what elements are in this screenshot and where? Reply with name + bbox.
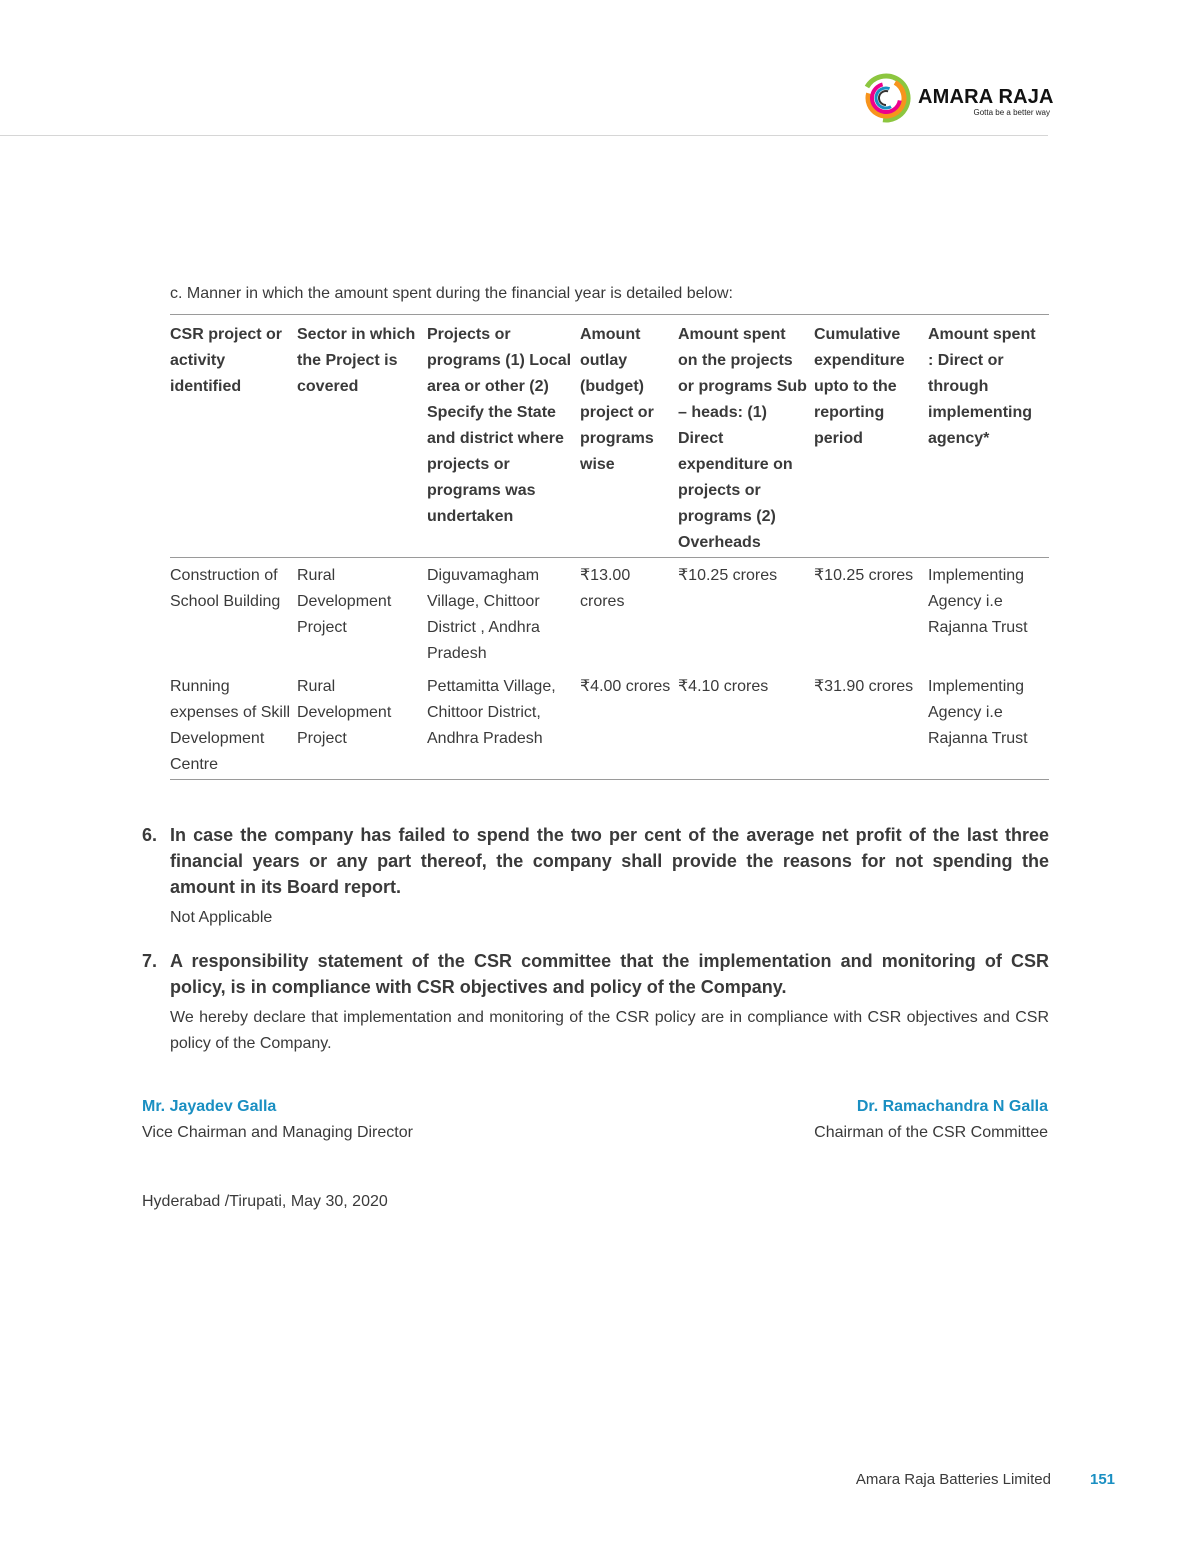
logo-tagline: Gotta be a better way [973, 108, 1050, 117]
section-7 [142, 948, 1049, 1057]
cumulative-cell: ₹31.90 crores [814, 678, 914, 695]
company-logo [860, 70, 1054, 125]
table-row [170, 558, 1049, 669]
location-cell: Pettamitta Village, Chittoor District, Andhra Pradesh [427, 678, 556, 747]
section-7-answer: We hereby declare that implementation and monitoring of the CSR policy are in compliance with CSR objectives and CSR policy of the Company. [170, 1009, 1049, 1052]
section-6-question: In case the company has failed to spend the two per cent of the average net profit of the last three financial years or any part thereof, the company shall provide the reasons for not spending the amount in its Board report. [170, 825, 1049, 897]
sector-cell: Rural Development Project [297, 678, 392, 747]
section-c-intro: c. Manner in which the amount spent during the financial year is detailed below: [170, 285, 733, 302]
column-header: CSR project or activity identified [170, 326, 283, 395]
column-header: Amount outlay (budget) project or programs wise [580, 326, 654, 473]
signatory-left [142, 1094, 413, 1146]
cumulative-cell: ₹10.25 crores [814, 567, 914, 584]
section-6-answer: Not Applicable [170, 909, 273, 926]
signatory-name: Dr. Ramachandra N Galla [856, 1098, 1048, 1115]
table-row [170, 668, 1049, 780]
signatory-name: Mr. Jayadev Galla [142, 1098, 277, 1115]
csr-spending-table [170, 314, 1049, 780]
section-6-number: 6. [142, 825, 158, 845]
signatory-right [814, 1094, 1048, 1146]
outlay-cell: ₹4.00 crores [580, 678, 671, 695]
logo-swirl-icon [860, 70, 914, 124]
activity-cell: Construction of School Building [170, 567, 281, 610]
signatory-title: Chairman of the CSR Committee [814, 1124, 1048, 1141]
footer-company-name: Amara Raja Batteries Limited [855, 1471, 1051, 1488]
logo-wordmark: AMARA RAJA [918, 86, 1054, 108]
place-and-date: Hyderabad /Tirupati, May 30, 2020 [142, 1193, 388, 1210]
activity-cell: Running expenses of Skill Development Centre [170, 678, 291, 773]
table-header-row [170, 315, 1049, 558]
spent-cell: ₹4.10 crores [678, 678, 769, 695]
location-cell: Diguvamagham Village, Chittoor District , Andhra Pradesh [427, 567, 540, 662]
sector-cell: Rural Development Project [297, 567, 392, 636]
column-header: Projects or programs (1) Local area or other (2) Specify the State and district where projects or programs was undertaken [427, 326, 572, 525]
column-header: Sector in which the Project is covered [297, 326, 416, 395]
outlay-cell: ₹13.00 crores [580, 567, 631, 610]
column-header: Amount spent : Direct or through implementing agency* [928, 326, 1036, 447]
column-header: Amount spent on the projects or programs Sub – heads: (1) Direct expenditure on projects or programs (2) Overheads [678, 326, 807, 551]
spent-cell: ₹10.25 crores [678, 567, 778, 584]
header-divider [0, 135, 1048, 136]
column-header: Cumulative expenditure upto to the reporting period [814, 326, 905, 447]
page-number: 151 [1090, 1471, 1116, 1488]
agency-cell: Implementing Agency i.e Rajanna Trust [928, 678, 1028, 747]
signatory-title: Vice Chairman and Managing Director [142, 1124, 413, 1141]
section-7-question: A responsibility statement of the CSR committee that the implementation and monitoring of CSR policy, is in compliance with CSR objectives and policy of the Company. [170, 951, 1049, 997]
section-7-number: 7. [142, 951, 158, 971]
agency-cell: Implementing Agency i.e Rajanna Trust [928, 567, 1028, 636]
section-6 [142, 822, 1049, 931]
